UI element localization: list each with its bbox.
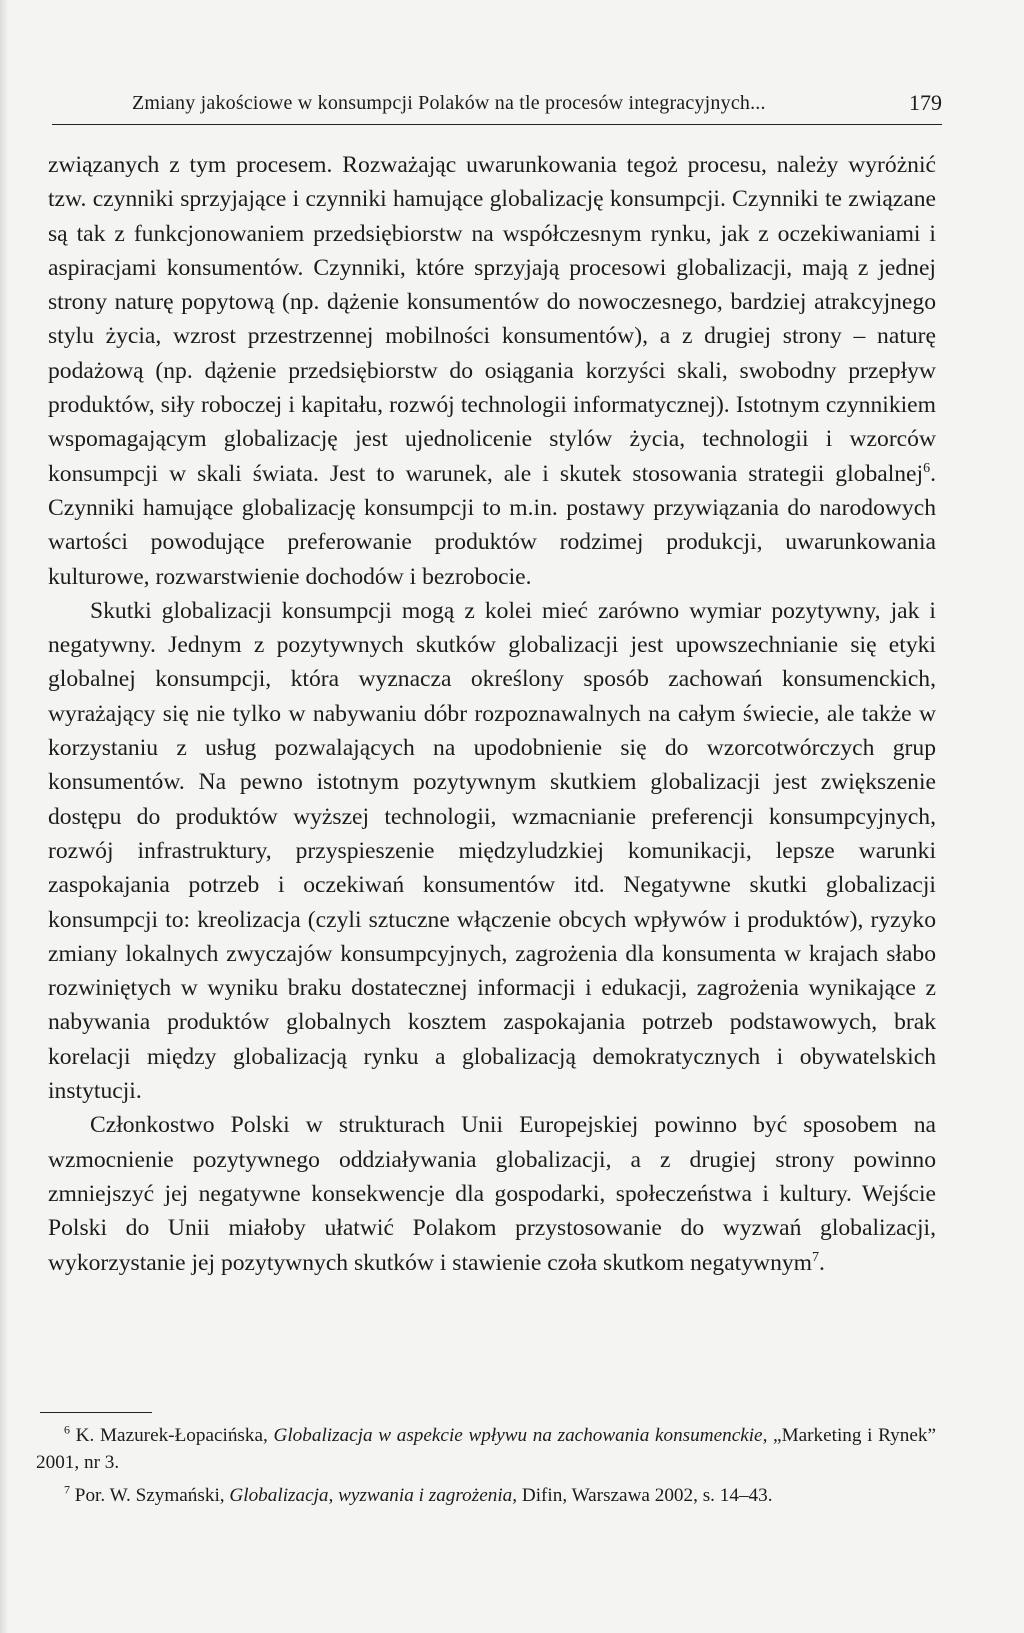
paragraph-2: Skutki globalizacji konsumpcji mogą z kolei mieć zarówno wymiar pozytywny, jak i negatywny. Jednym z pozytywnych skutków globalizacji jest upowszechnianie się etyki globalnej konsumpcji, która wyznacza określony sposób zachowań konsumenckich, wyrażający się nie tylko w nabywaniu dóbr rozpoznawalnych na całym świecie, ale także w korzystaniu z usług pozwalających na upodobnienie się do wzorcotwórczych grup konsumentów. Na pewno istotnym pozytywnym skutkiem globalizacji jest zwiększenie dostępu do produktów wyższej technologii, wzmacnianie preferencji konsumpcyjnych, rozwój infrastruktury, przyspieszenie międzyludzkiej komunikacji, lepsze warunki zaspokajania potrzeb i oczekiwań konsumentów itd. Negatywne skutki globalizacji konsumpcji to: kreolizacja (czyli sztuczne włączenie obcych wpływów i produktów), ryzyko zmiany lokalnych zwyczajów konsumpcyjnych, zagrożenia dla konsumenta w krajach słabo rozwiniętych w wyniku braku dostatecznej informacji i edukacji, zagrożenia wynikające z nabywania produktów globalnych kosztem zaspokajania potrzeb podstawowych, brak korelacji między globalizacją rynku a globalizacją demokratycznych i obywatelskich instytucji.: [48, 597, 936, 1105]
footnote-source: Difin, Warszawa 2002, s. 14–43.: [521, 1485, 773, 1506]
footnote-7: [36, 1482, 936, 1509]
footnote-author: Por. W. Szymański,: [74, 1485, 225, 1506]
footnote-author: K. Mazurek-Łopacińska,: [75, 1425, 268, 1446]
footnote-title: Globalizacja w aspekcie wpływu na zachowania konsumenckie,: [273, 1425, 768, 1446]
footnote-ref-7: 7: [812, 1249, 820, 1265]
footnote-source: „Marketing i Rynek” 2001, nr 3.: [36, 1425, 936, 1473]
footnotes: [36, 1422, 936, 1509]
paragraph-3-text-a: Członkostwo Polski w strukturach Unii Europejskiej powinno być sposobem na wzmocnienie pozytywnego oddziaływania globalizacji, a z drugiej strony powinno zmniejszyć jej negatywne konsekwencje dla gospodarki, społeczeństwa i kultury. Wejście Polski do Unii miałoby ułatwić Polakom przystosowanie do wyzwań globalizacji, wykorzystanie jej pozytywnych skutków i stawienie czoła skutkom negatywnym: [48, 1112, 936, 1276]
paragraph-1: [48, 148, 936, 594]
running-header-title: Zmiany jakościowe w konsumpcji Polaków na tle procesów integracyjnych...: [132, 92, 766, 114]
footnote-ref-6: 6: [923, 460, 931, 476]
footnote-title: Globalizacja, wyzwania i zagrożenia,: [229, 1485, 518, 1506]
paragraph-1-text-b: . Czynniki hamujące globalizację konsumpcji to m.in. postawy przywiązania do narodowych wartości powodujące preferowanie produktów rodzimej produkcji, uwarunkowania kulturowe, rozwarstwienie dochodów i bezrobocie.: [48, 460, 936, 590]
page-edge: [0, 0, 8, 1633]
footnote-separator: [40, 1412, 152, 1413]
paragraph-3-text-b: .: [819, 1249, 825, 1276]
page-number: 179: [909, 90, 942, 115]
running-header: [52, 90, 942, 125]
paragraph-3: [48, 1108, 936, 1279]
paragraph-1-text-a: związanych z tym procesem. Rozważając uwarunkowania tegoż procesu, należy wyróżnić tzw. czynniki sprzyjające i czynniki hamujące globalizację konsumpcji. Czynniki te związane są tak z funkcjonowaniem przedsiębiorstw na współczesnym rynku, jak z oczekiwaniami i aspiracjami konsumentów. Czynniki, które sprzyjają procesowi globalizacji, mają z jednej strony naturę popytową (np. dążenie konsumentów do nowoczesnego, bardziej atrakcyjnego stylu życia, wzrost przestrzennej mobilności konsumentów), a z drugiej strony – naturę podażową (np. dążenie przedsiębiorstw do osiągania korzyści skali, swobodny przepływ produktów, siły roboczej i kapitału, rozwój technologii informatycznej). Istotnym czynnikiem wspomagającym globalizację jest ujednolicenie stylów życia, technologii i wzorców konsumpcji w skali świata. Jest to warunek, ale i skutek stosowania strategii globalnej: [48, 152, 936, 487]
footnote-6: [36, 1422, 936, 1476]
body-text: [48, 148, 936, 1280]
footnote-number: 7: [64, 1482, 70, 1497]
footnote-number: 6: [64, 1422, 70, 1437]
